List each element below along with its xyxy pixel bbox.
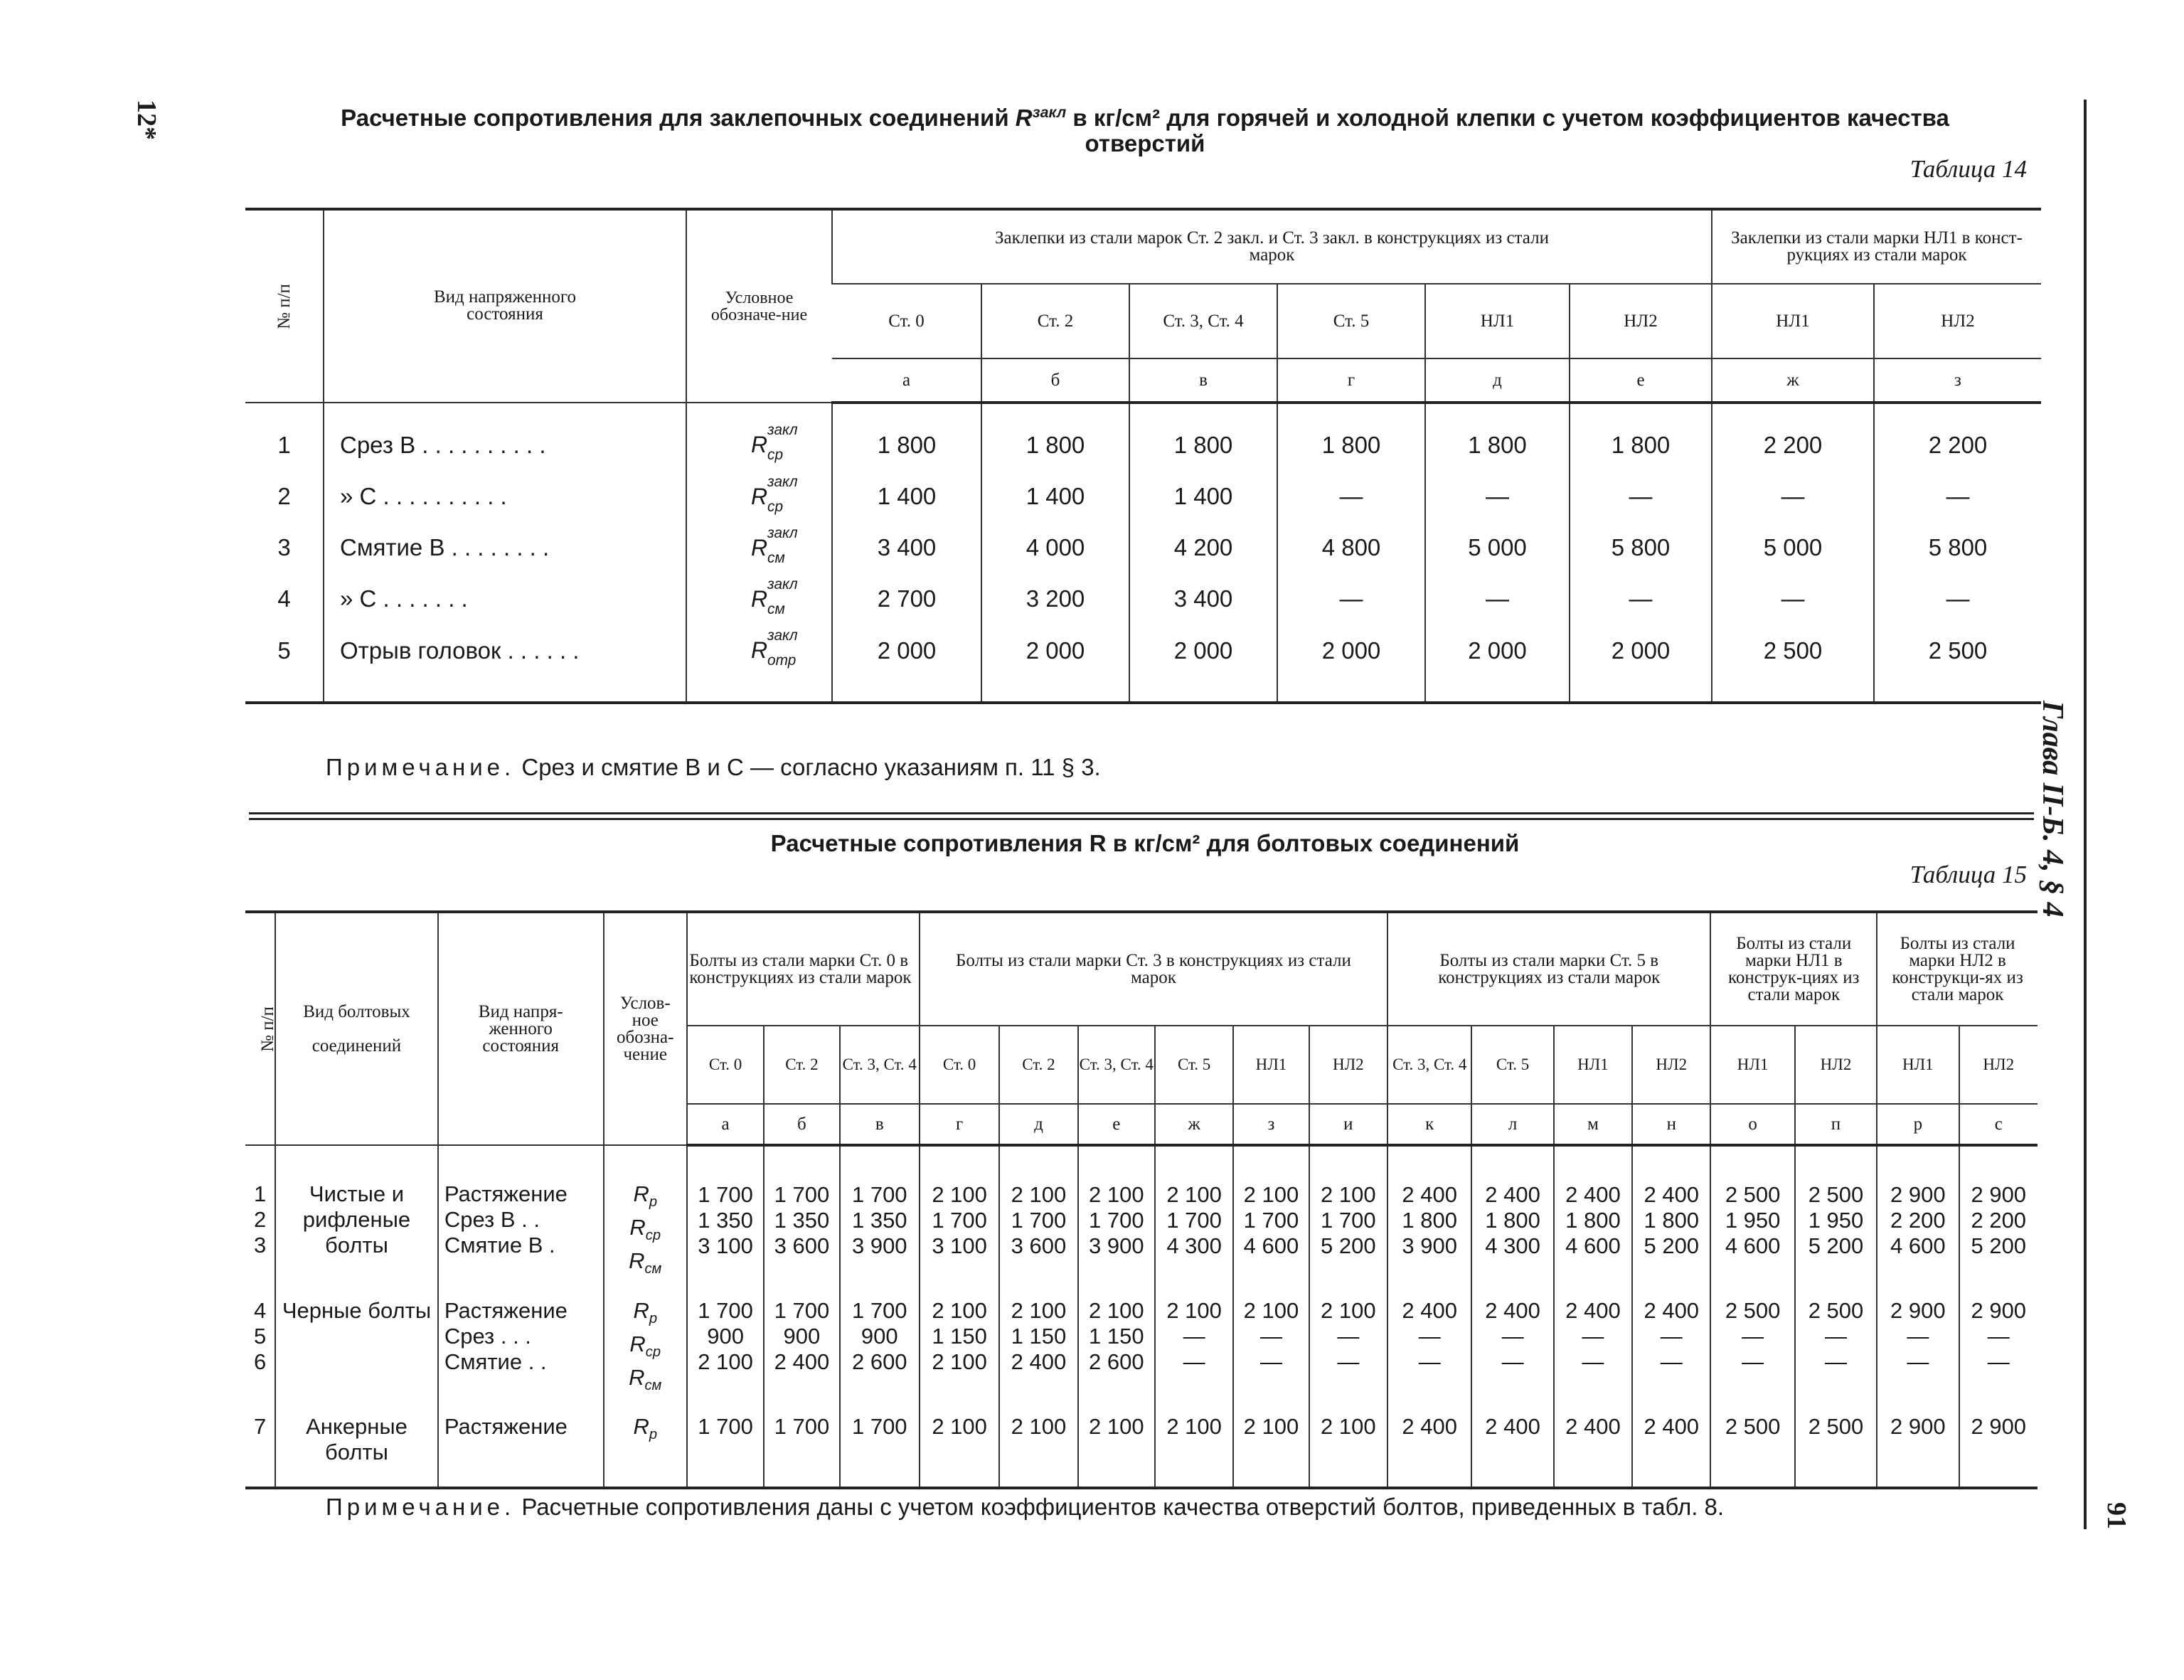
steel-header: НЛ2: [1309, 1026, 1387, 1104]
steel-header: Ст. 0: [832, 284, 981, 358]
steel-header: Ст. 2: [981, 284, 1129, 358]
symbol: $R_{см}$: [629, 1248, 662, 1277]
col-bolt-header: Вид болтовых соединений: [275, 912, 438, 1145]
value-cell: 2 000: [1570, 624, 1712, 703]
table-row: [245, 522, 2041, 573]
steel-header: Ст. 2: [999, 1026, 1077, 1104]
column-letter: г: [1277, 358, 1425, 403]
value-cell: 1 400: [981, 471, 1129, 522]
value-cell: 2 100: [1078, 1398, 1155, 1488]
value-cell: —: [1425, 573, 1570, 624]
value-cell: 2 200: [1712, 403, 1874, 471]
steel-header: НЛ1: [1710, 1026, 1794, 1104]
bolt-type: Анкерные болты: [275, 1398, 438, 1488]
table14-title: [270, 100, 2020, 156]
value-cell: 4 000: [981, 522, 1129, 573]
value-cell: 2 400 1 800 4 300: [1471, 1145, 1553, 1282]
column-letter: б: [981, 358, 1129, 403]
symbols: [604, 1398, 687, 1488]
title-symbol: $R^{закл}$: [1015, 104, 1067, 131]
value-cell: 4 800: [1277, 522, 1425, 573]
value-cell: 1 800: [981, 403, 1129, 471]
value-cell: —: [1570, 471, 1712, 522]
stress-type: » С . . . . . . . . . .: [324, 471, 686, 522]
steel-header: НЛ1: [1554, 1026, 1632, 1104]
value-cell: 2 900 2 200 5 200: [1959, 1145, 2037, 1282]
value-cell: 3 400: [1129, 573, 1277, 624]
table15-number: Таблица 15: [1909, 861, 2027, 888]
value-cell: 1 700 1 350 3 100: [687, 1145, 764, 1282]
value-cell: 2 100 1 700 4 300: [1155, 1145, 1233, 1282]
value-cell: 1 700 900 2 400: [764, 1282, 839, 1399]
title-text-3: отверстий: [1085, 130, 1205, 156]
row-numbers: 1 2 3: [253, 1181, 267, 1258]
value-cell: 2 400 — —: [1554, 1282, 1632, 1399]
col-oboz-header: Условное обозначе-ние: [686, 209, 832, 403]
table15: [245, 910, 2037, 1489]
steel-header: НЛ1: [1425, 284, 1570, 358]
column-letter: и: [1309, 1104, 1387, 1145]
value-cell: 2 100 — —: [1155, 1282, 1233, 1399]
value-cell: 5 800: [1874, 522, 2041, 573]
section-divider: [249, 818, 2034, 820]
row-numbers: 7: [253, 1414, 267, 1440]
symbol: $R_р$: [633, 1181, 658, 1211]
value-cell: 2 100 1 700 3 100: [920, 1145, 999, 1282]
column-letter: п: [1795, 1104, 1877, 1145]
section-divider: [249, 812, 2034, 814]
value-cell: —: [1712, 471, 1874, 522]
row-numbers: 4 5 6: [253, 1297, 267, 1374]
value-cell: 2 100 1 700 5 200: [1309, 1145, 1387, 1282]
column-letter: н: [1632, 1104, 1710, 1145]
table14: [245, 208, 2041, 704]
value-cell: 2 700: [832, 573, 981, 624]
value-cell: 2 100: [920, 1398, 999, 1488]
value-cell: 1 700 900 2 100: [687, 1282, 764, 1399]
steel-header: НЛ2: [1874, 284, 2041, 358]
table-row-group: [245, 1282, 2037, 1399]
stress-type: Срез В . . . . . . . . . .: [324, 403, 686, 471]
steel-header: Ст. 5: [1277, 284, 1425, 358]
col-oboz-header: Услов-ное обозна-чение: [604, 912, 687, 1145]
symbols: [604, 1282, 687, 1399]
value-cell: 2 900: [1959, 1398, 2037, 1488]
note-text: Срез и смятие В и С — согласно указаниям п. 11 § 3.: [521, 754, 1101, 780]
value-cell: 2 500 1 950 4 600: [1710, 1145, 1794, 1282]
column-letter: д: [999, 1104, 1077, 1145]
value-cell: 1 800: [1129, 403, 1277, 471]
column-letter: в: [840, 1104, 920, 1145]
symbol: $R_р$: [633, 1414, 658, 1443]
value-cell: 1 800: [1425, 403, 1570, 471]
table-row: [245, 403, 2041, 471]
table-row-group: [245, 1145, 2037, 1282]
steel-header: Ст. 2: [764, 1026, 839, 1104]
value-cell: 2 400: [1554, 1398, 1632, 1488]
steel-header: Ст. 3, Ст. 4: [1387, 1026, 1471, 1104]
value-cell: 1 800: [1277, 403, 1425, 471]
value-cell: 2 400: [1471, 1398, 1553, 1488]
value-cell: —: [1874, 573, 2041, 624]
col-vid-header: Вид напряженного состояния: [324, 209, 686, 403]
steel-header: Ст. 5: [1471, 1026, 1553, 1104]
table14-note: [326, 754, 1101, 781]
table15-note: [326, 1494, 1724, 1521]
stress-types: Растяжение Срез В . . Смятие В .: [438, 1145, 604, 1282]
symbol: $R_{ср}$: [629, 1215, 661, 1244]
symbols: [604, 1145, 687, 1282]
value-cell: 5 000: [1425, 522, 1570, 573]
value-cell: 2 400: [1387, 1398, 1471, 1488]
page-signature-mark: 12*: [132, 100, 161, 140]
column-letter: к: [1387, 1104, 1471, 1145]
steel-header: НЛ2: [1632, 1026, 1710, 1104]
steel-header: НЛ1: [1712, 284, 1874, 358]
value-cell: 2 500 — —: [1795, 1282, 1877, 1399]
value-cell: 1 700 1 350 3 600: [764, 1145, 839, 1282]
column-letter: е: [1078, 1104, 1155, 1145]
value-cell: 4 200: [1129, 522, 1277, 573]
value-cell: 2 900: [1877, 1398, 1959, 1488]
stress-types: Растяжение Срез . . . Смятие . .: [438, 1282, 604, 1399]
title-text: Расчетные сопротивления для заклепочных соединений: [341, 105, 1009, 131]
value-cell: 2 000: [1425, 624, 1570, 703]
row-number: 3: [277, 534, 291, 560]
row-number: 4: [277, 585, 291, 612]
value-cell: 1 800: [832, 403, 981, 471]
table-row: [245, 471, 2041, 522]
note-label: Примечание.: [326, 754, 516, 780]
group-header-1: Заклепки из стали марок Ст. 2 закл. и Ст. 3 закл. в конструкциях из стали марок: [832, 209, 1712, 284]
symbol: R закл ср: [686, 403, 832, 471]
column-letter: д: [1425, 358, 1570, 403]
symbol: R закл см: [686, 522, 832, 573]
value-cell: 1 400: [832, 471, 981, 522]
column-letter: с: [1959, 1104, 2037, 1145]
column-letter: м: [1554, 1104, 1632, 1145]
table14-number: Таблица 14: [1909, 155, 2027, 183]
value-cell: 2 500 1 950 5 200: [1795, 1145, 1877, 1282]
value-cell: 2 400 1 800 4 600: [1554, 1145, 1632, 1282]
value-cell: 5 800: [1570, 522, 1712, 573]
group-header-4: Болты из стали марки НЛ1 в конструк-циях из стали марок: [1710, 912, 1877, 1026]
value-cell: 2 400 — —: [1471, 1282, 1553, 1399]
col-num-header: № п/п: [245, 209, 324, 403]
symbol: $R_{ср}$: [629, 1331, 661, 1360]
value-cell: 2 100 1 700 4 600: [1233, 1145, 1309, 1282]
column-letter: з: [1233, 1104, 1309, 1145]
steel-header: НЛ2: [1795, 1026, 1877, 1104]
steel-header: НЛ1: [1233, 1026, 1309, 1104]
column-letter: б: [764, 1104, 839, 1145]
column-letter: а: [832, 358, 981, 403]
symbol: $R_р$: [633, 1297, 658, 1327]
value-cell: 2 000: [1277, 624, 1425, 703]
symbol: $R_{см}$: [629, 1364, 662, 1394]
column-letter: ж: [1712, 358, 1874, 403]
value-cell: 3 400: [832, 522, 981, 573]
title-text-2: в кг/см² для горячей и холодной клепки с учетом коэффициентов качества: [1072, 105, 1949, 131]
group-header-1: Болты из стали марки Ст. 0 в конструкциях из стали марок: [687, 912, 920, 1026]
value-cell: —: [1425, 471, 1570, 522]
value-cell: 2 100 — —: [1233, 1282, 1309, 1399]
row-number: 5: [277, 637, 291, 664]
stress-type: » С . . . . . . .: [324, 573, 686, 624]
running-header: Глава II-Б. 4, § 4: [2036, 701, 2069, 918]
column-letter: л: [1471, 1104, 1553, 1145]
table-row-group: [245, 1398, 2037, 1488]
column-letter: а: [687, 1104, 764, 1145]
value-cell: 1 800: [1570, 403, 1712, 471]
note-label: Примечание.: [326, 1494, 516, 1520]
value-cell: 2 500: [1710, 1398, 1794, 1488]
value-cell: 2 100 1 150 2 100: [920, 1282, 999, 1399]
steel-header: НЛ2: [1959, 1026, 2037, 1104]
steel-header: Ст. 0: [687, 1026, 764, 1104]
value-cell: 1 700: [764, 1398, 839, 1488]
value-cell: 1 700: [687, 1398, 764, 1488]
value-cell: 2 900 — —: [1877, 1282, 1959, 1399]
value-cell: 2 100 1 700 3 600: [999, 1145, 1077, 1282]
value-cell: 2 900 — —: [1959, 1282, 2037, 1399]
column-letter: ж: [1155, 1104, 1233, 1145]
note-text: Расчетные сопротивления даны с учетом коэффициентов качества отверстий болтов, приведенных в табл. 8.: [521, 1494, 1725, 1520]
steel-header: Ст. 3, Ст. 4: [840, 1026, 920, 1104]
value-cell: 2 400 1 800 3 900: [1387, 1145, 1471, 1282]
value-cell: 5 000: [1712, 522, 1874, 573]
value-cell: 2 500 — —: [1710, 1282, 1794, 1399]
column-letter: е: [1570, 358, 1712, 403]
column-letter: г: [920, 1104, 999, 1145]
value-cell: 2 000: [1129, 624, 1277, 703]
group-header-5: Болты из стали марки НЛ2 в конструкци-ях из стали марок: [1877, 912, 2037, 1026]
value-cell: —: [1570, 573, 1712, 624]
value-cell: 2 500: [1712, 624, 1874, 703]
margin-rule: [2084, 100, 2087, 1529]
steel-header: Ст. 3, Ст. 4: [1129, 284, 1277, 358]
symbol: R закл см: [686, 573, 832, 624]
stress-type: Смятие В . . . . . . . .: [324, 522, 686, 573]
column-letter: о: [1710, 1104, 1794, 1145]
value-cell: 2 100: [999, 1398, 1077, 1488]
value-cell: 3 200: [981, 573, 1129, 624]
group-header-2: Заклепки из стали марки НЛ1 в конст-рукциях из стали марок: [1712, 209, 2041, 284]
value-cell: 1 700: [840, 1398, 920, 1488]
value-cell: 2 100: [1309, 1398, 1387, 1488]
value-cell: 1 700 1 350 3 900: [840, 1145, 920, 1282]
value-cell: 2 400 1 800 5 200: [1632, 1145, 1710, 1282]
value-cell: 2 400 — —: [1387, 1282, 1471, 1399]
steel-header: Ст. 3, Ст. 4: [1078, 1026, 1155, 1104]
value-cell: 2 100: [1155, 1398, 1233, 1488]
symbol: R закл ср: [686, 471, 832, 522]
group-header-3: Болты из стали марки Ст. 5 в конструкциях из стали марок: [1387, 912, 1710, 1026]
value-cell: 2 100 — —: [1309, 1282, 1387, 1399]
page-number: 91: [2102, 1502, 2131, 1529]
value-cell: 2 900 2 200 4 600: [1877, 1145, 1959, 1282]
value-cell: 2 200: [1874, 403, 2041, 471]
group-header-2: Болты из стали марки Ст. 3 в конструкциях из стали марок: [920, 912, 1387, 1026]
steel-header: Ст. 5: [1155, 1026, 1233, 1104]
col-num-header: № п/п: [245, 912, 275, 1145]
bolt-type: Черные болты: [275, 1282, 438, 1399]
value-cell: 1 400: [1129, 471, 1277, 522]
value-cell: 2 500: [1795, 1398, 1877, 1488]
column-letter: в: [1129, 358, 1277, 403]
value-cell: 2 000: [832, 624, 981, 703]
value-cell: 2 400 — —: [1632, 1282, 1710, 1399]
row-number: 2: [277, 483, 291, 509]
table-row: [245, 573, 2041, 624]
col-napr-header: Вид напря-женного состояния: [438, 912, 604, 1145]
value-cell: 2 500: [1874, 624, 2041, 703]
column-letter: з: [1874, 358, 2041, 403]
bolt-type: Чистые и рифленые болты: [275, 1145, 438, 1282]
value-cell: —: [1277, 573, 1425, 624]
value-cell: 2 100 1 150 2 400: [999, 1282, 1077, 1399]
value-cell: 2 100 1 150 2 600: [1078, 1282, 1155, 1399]
value-cell: —: [1277, 471, 1425, 522]
value-cell: —: [1874, 471, 2041, 522]
value-cell: 2 000: [981, 624, 1129, 703]
value-cell: —: [1712, 573, 1874, 624]
steel-header: НЛ1: [1877, 1026, 1959, 1104]
symbol: R закл отр: [686, 624, 832, 703]
row-number: 1: [277, 431, 291, 458]
table-row: [245, 624, 2041, 703]
steel-header: НЛ2: [1570, 284, 1712, 358]
stress-types: Растяжение: [438, 1398, 604, 1488]
table15-title: Расчетные сопротивления R в кг/см² для болтовых соединений: [770, 830, 1520, 856]
value-cell: 1 700 900 2 600: [840, 1282, 920, 1399]
column-letter: р: [1877, 1104, 1959, 1145]
steel-header: Ст. 0: [920, 1026, 999, 1104]
value-cell: 2 400: [1632, 1398, 1710, 1488]
stress-type: Отрыв головок . . . . . .: [324, 624, 686, 703]
value-cell: 2 100: [1233, 1398, 1309, 1488]
value-cell: 2 100 1 700 3 900: [1078, 1145, 1155, 1282]
